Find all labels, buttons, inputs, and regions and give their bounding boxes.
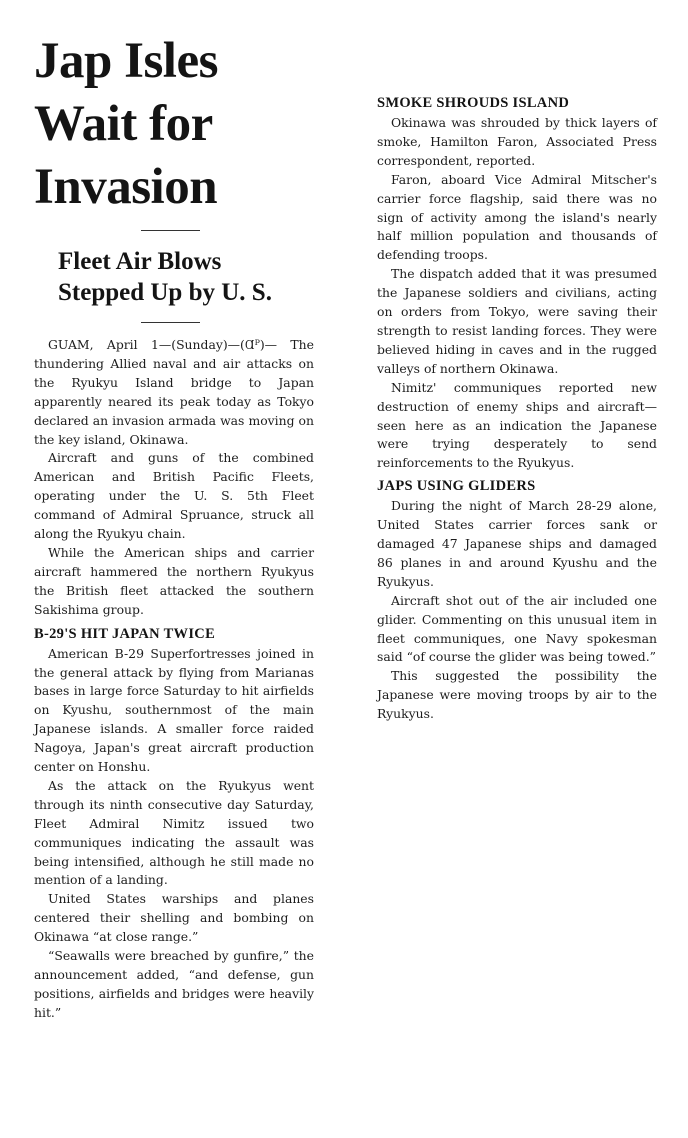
subhead-smoke: SMOKE SHROUDS ISLAND — [377, 95, 570, 111]
headline-line: Invasion — [34, 159, 218, 215]
body-paragraph: As the attack on the Ryukyus went through its ninth consecutive day Saturday, Fleet Admiral Nimitz issued two communiques indicating the assault was being intensified, although he still made no mention of a landing. — [34, 777, 314, 888]
body-paragraph: While the American ships and carrier aircraft hammered the northern Ryukyus the British fleet attacked the southern Sakishima group. — [34, 544, 314, 617]
headline-divider — [141, 230, 200, 231]
body-paragraph: Aircraft shot out of the air included one glider. Commenting on this unusual item in fleet communiques, one Navy spokesman said “of course the glider was being towed.” — [377, 592, 657, 665]
body-paragraph: Nimitz' communiques reported new destruction of enemy ships and aircraft—seen here as an indication the Japanese were trying desperately to send reinforcements to the Ryukyus. — [377, 379, 657, 471]
subhead-b29: B-29'S HIT JAPAN TWICE — [34, 625, 216, 642]
subhead-gliders: JAPS USING GLIDERS — [377, 478, 536, 495]
headline-line: Wait for — [34, 96, 213, 152]
body-paragraph: United States warships and planes centered their shelling and bombing on Okinawa “at close range.” — [34, 891, 314, 945]
deck-headline — [58, 246, 272, 308]
body-paragraph: Faron, aboard Vice Admiral Mitscher's carrier force flagship, said there was no sign of activity among the island's nearly half million population and thousands of defending troops. — [377, 171, 657, 263]
deck-line: Stepped Up by U. S. — [58, 279, 272, 306]
deck-line: Fleet Air Blows — [58, 248, 222, 275]
dateline-paragraph: GUAM, April 1—(Sunday)—(Ɑᴾ)— The thundering Allied naval and air attacks on the Ryukyu Island bridge to Japan apparently neared its peak today as Tokyo declared an invasion armada was moving on the key island, Okinawa. — [34, 337, 314, 447]
body-paragraph: The dispatch added that it was presumed the Japanese soldiers and civilians, acting on orders from Tokyo, were saving their strength to resist landing forces. They were believed hiding in caves and in the rugged valleys of northern Okinawa. — [377, 266, 657, 376]
body-paragraph: “Seawalls were breached by gunfire,” the announcement added, “and defense, gun positions, airfields and bridges were heavily hit.” — [34, 948, 314, 1020]
right-column — [377, 90, 657, 724]
left-column — [34, 336, 314, 1023]
headline — [34, 30, 218, 219]
body-paragraph: Okinawa was shrouded by thick layers of smoke, Hamilton Faron, Associated Press correspondent, reported. — [377, 115, 657, 168]
headline-line: Jap Isles — [34, 33, 218, 89]
body-paragraph: During the night of March 28-29 alone, United States carrier forces sank or damaged 47 Japanese ships and damaged 86 planes in and around Kyushu and the Ryukyus. — [377, 498, 657, 589]
body-paragraph: Aircraft and guns of the combined American and British Pacific Fleets, operating under the U. S. 5th Fleet command of Admiral Spruance, struck all along the Ryukyu chain. — [34, 450, 314, 542]
body-paragraph: American B-29 Superfortresses joined in the general attack by flying from Marianas bases in large force Saturday to hit airfields on Kyushu, southernmost of the main Japanese islands. A smaller force raided Nagoya, Japan's great aircraft production center on Honshu. — [34, 645, 314, 775]
body-paragraph: This suggested the possibility the Japanese were moving troops by air to the Ryukyus. — [377, 668, 657, 722]
deck-divider — [141, 322, 200, 323]
